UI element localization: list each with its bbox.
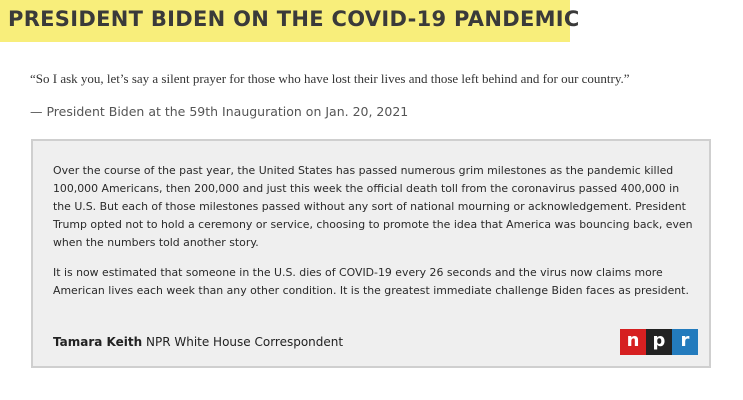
npr-logo xyxy=(620,329,698,355)
npr-logo-letter-r: r xyxy=(672,329,698,355)
biden-quote: “So I ask you, let’s say a silent prayer for those who have lost their lives and those left behind and for our country.” xyxy=(30,71,630,86)
byline-role: NPR White House Correspondent xyxy=(145,335,344,349)
commentary-card xyxy=(31,139,711,368)
page-title: PRESIDENT BIDEN ON THE COVID-19 PANDEMIC xyxy=(8,7,580,31)
commentary-paragraph-1: Over the course of the past year, the United States has passed numerous grim milestones as the pandemic killed 100,000 Americans, then 200,000 and just this week the official death toll from the coronavirus passed 400,000 in the U.S. But each of those milestones passed without any sort of national mourning or acknowledgement. President Trump opted not to hold a ceremony or service, choosing to promote the idea that America was bouncing back, even when the numbers told another story. xyxy=(53,164,693,249)
npr-logo-letter-n: n xyxy=(620,329,646,355)
byline-name: Tamara Keith xyxy=(53,335,143,349)
npr-logo-letter-p: p xyxy=(646,329,672,355)
byline xyxy=(53,335,343,349)
title-banner xyxy=(0,0,580,42)
commentary-paragraph-2: It is now estimated that someone in the U.S. dies of COVID-19 every 26 seconds and the virus now claims more American lives each week than any other condition. It is the greatest immediate challenge Biden faces as president. xyxy=(53,266,689,297)
quote-attribution: — President Biden at the 59th Inauguration on Jan. 20, 2021 xyxy=(30,104,409,119)
